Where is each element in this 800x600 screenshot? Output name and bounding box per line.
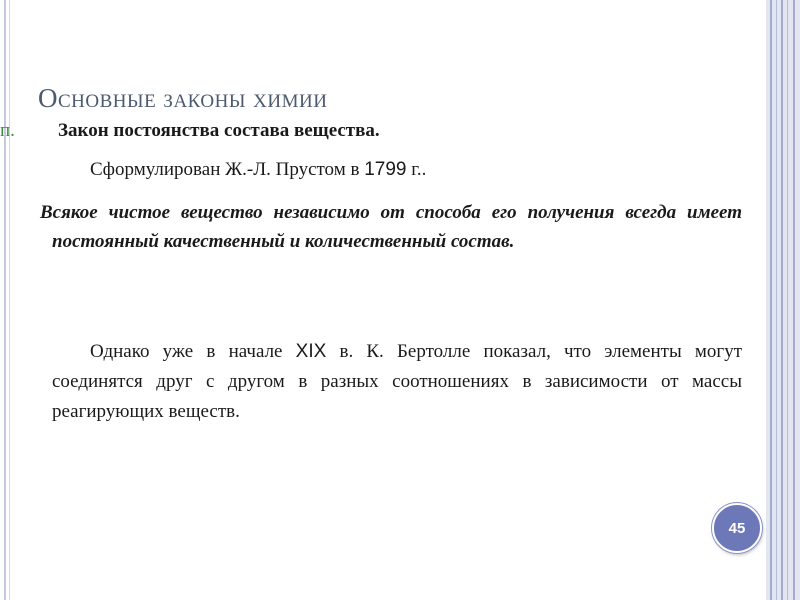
however-prefix: Однако уже в начале — [90, 341, 296, 362]
law-heading: Закон постоянства состава вещества. — [58, 120, 380, 141]
page-number-badge — [712, 503, 762, 553]
right-border-line — [776, 0, 777, 600]
list-item-marker: п. — [0, 120, 15, 141]
however-suffix: в. К. Бертолле показал, что элементы могут соединятся друг с другом в разных соотношениях в зависимости от массы реагирующих веществ. — [52, 341, 743, 422]
formulated-prefix: Сформулирован Ж.-Л. Прустом в — [90, 159, 365, 180]
formulated-paragraph — [90, 159, 426, 181]
formulated-suffix: г.. — [406, 159, 427, 180]
century-numeral: XIX — [295, 341, 327, 362]
left-border-line — [4, 0, 6, 600]
right-border-line — [781, 0, 783, 600]
page-number: 45 — [728, 519, 746, 537]
slide-title: Основные законы химии — [38, 83, 328, 113]
left-border-line-inner — [9, 0, 10, 600]
right-border-line — [793, 0, 795, 600]
however-paragraph — [52, 337, 742, 427]
formulated-year: 1799 — [364, 159, 407, 180]
right-border-line — [770, 0, 772, 600]
right-border-line — [787, 0, 788, 600]
law-statement: Всякое чистое вещество независимо от способа его получения всегда имеет постоянный качественный и количественный состав. — [40, 202, 742, 252]
